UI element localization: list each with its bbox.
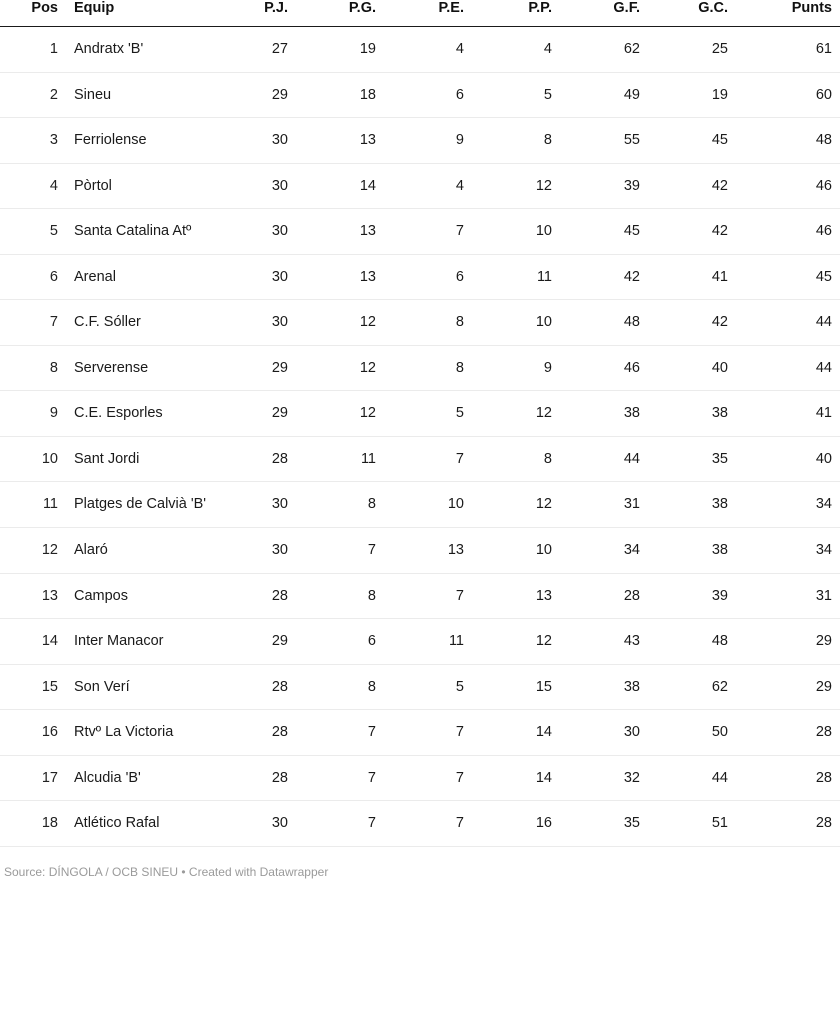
table-row xyxy=(0,254,840,300)
cell-stat: 13 xyxy=(359,268,376,285)
cell-stat: 29 xyxy=(271,359,288,376)
cell-stat: 13 xyxy=(535,587,552,604)
cell-stat: 29 xyxy=(271,86,288,103)
cell-team-name: Andratx 'B' xyxy=(74,41,144,57)
cell-points: 44 xyxy=(815,359,832,376)
table-row xyxy=(0,345,840,391)
cell-stat: 14 xyxy=(359,177,376,194)
cell-stat: 7 xyxy=(455,769,464,786)
table-row xyxy=(0,27,840,73)
cell-points: 29 xyxy=(815,633,832,650)
cell-points: 29 xyxy=(815,678,832,695)
cell-position: 8 xyxy=(49,359,58,376)
cell-team-name: Arenal xyxy=(74,268,116,285)
cell-position: 14 xyxy=(41,633,58,650)
cell-stat: 11 xyxy=(360,450,376,467)
table-row xyxy=(0,528,840,574)
cell-team-name: Son Verí xyxy=(74,678,130,695)
cell-team-name: Alcudia 'B' xyxy=(74,769,141,786)
cell-stat: 45 xyxy=(623,223,640,240)
cell-points: 41 xyxy=(815,405,832,422)
cell-stat: 7 xyxy=(455,223,464,240)
cell-stat: 7 xyxy=(367,815,376,832)
cell-position: 16 xyxy=(41,724,58,741)
cell-points: 61 xyxy=(815,41,832,57)
cell-points: 60 xyxy=(815,86,832,103)
cell-stat: 7 xyxy=(367,769,376,786)
cell-stat: 42 xyxy=(711,314,728,331)
column-header-gc: G.C. xyxy=(698,0,728,16)
column-header-equip: Equip xyxy=(74,0,115,16)
cell-position: 7 xyxy=(49,314,58,331)
table-row xyxy=(0,300,840,346)
cell-stat: 8 xyxy=(543,450,552,467)
cell-stat: 30 xyxy=(271,314,288,331)
cell-stat: 31 xyxy=(623,496,640,513)
table-row xyxy=(0,801,840,847)
cell-stat: 62 xyxy=(623,41,640,57)
cell-stat: 14 xyxy=(535,724,552,741)
cell-team-name: Campos xyxy=(74,587,128,604)
cell-team-name: Platges de Calvià 'B' xyxy=(74,496,207,513)
table-row xyxy=(0,209,840,255)
table-row xyxy=(0,755,840,801)
cell-position: 6 xyxy=(49,268,58,285)
cell-stat: 43 xyxy=(623,633,640,650)
cell-stat: 35 xyxy=(623,815,640,832)
table-row xyxy=(0,72,840,118)
cell-points: 31 xyxy=(815,587,832,604)
cell-points: 34 xyxy=(815,542,832,559)
cell-stat: 5 xyxy=(543,86,552,103)
cell-stat: 32 xyxy=(623,769,640,786)
cell-stat: 5 xyxy=(455,678,464,695)
cell-stat: 11 xyxy=(448,633,464,650)
cell-stat: 41 xyxy=(711,268,728,285)
cell-position: 10 xyxy=(41,450,58,467)
cell-stat: 10 xyxy=(447,496,464,513)
cell-stat: 48 xyxy=(711,633,728,650)
cell-stat: 5 xyxy=(455,405,464,422)
table-row xyxy=(0,391,840,437)
table-body xyxy=(0,27,840,847)
cell-stat: 30 xyxy=(623,724,640,741)
cell-points: 45 xyxy=(815,268,832,285)
table-row xyxy=(0,664,840,710)
cell-position: 13 xyxy=(41,587,58,604)
cell-stat: 30 xyxy=(271,815,288,832)
cell-stat: 19 xyxy=(359,41,376,57)
cell-team-name: Pòrtol xyxy=(74,177,112,194)
table-header-row xyxy=(0,0,840,27)
cell-stat: 16 xyxy=(535,815,552,832)
cell-stat: 13 xyxy=(359,132,376,149)
column-header-pj: P.J. xyxy=(264,0,288,16)
cell-stat: 10 xyxy=(535,314,552,331)
cell-stat: 14 xyxy=(535,769,552,786)
cell-stat: 12 xyxy=(359,314,376,331)
cell-stat: 6 xyxy=(455,86,464,103)
cell-stat: 42 xyxy=(711,177,728,194)
cell-stat: 28 xyxy=(271,587,288,604)
cell-points: 46 xyxy=(815,177,832,194)
cell-team-name: Inter Manacor xyxy=(74,633,164,650)
cell-stat: 46 xyxy=(623,359,640,376)
cell-points: 46 xyxy=(815,223,832,240)
cell-stat: 27 xyxy=(271,41,288,57)
column-header-pg: P.G. xyxy=(348,0,376,16)
cell-stat: 28 xyxy=(271,450,288,467)
cell-stat: 7 xyxy=(367,724,376,741)
cell-stat: 44 xyxy=(711,769,728,786)
cell-stat: 8 xyxy=(367,587,376,604)
cell-stat: 30 xyxy=(271,496,288,513)
cell-stat: 13 xyxy=(447,542,464,559)
cell-stat: 38 xyxy=(623,678,640,695)
cell-stat: 30 xyxy=(271,132,288,149)
cell-stat: 28 xyxy=(271,678,288,695)
cell-position: 18 xyxy=(41,815,58,832)
cell-stat: 42 xyxy=(711,223,728,240)
cell-stat: 29 xyxy=(271,633,288,650)
cell-stat: 12 xyxy=(359,359,376,376)
cell-stat: 9 xyxy=(455,132,464,149)
cell-team-name: Sineu xyxy=(74,86,112,103)
column-header-pos: Pos xyxy=(31,0,58,16)
cell-stat: 6 xyxy=(367,633,376,650)
cell-stat: 39 xyxy=(623,177,640,194)
cell-stat: 62 xyxy=(711,678,728,695)
cell-stat: 30 xyxy=(271,268,288,285)
cell-stat: 18 xyxy=(359,86,376,103)
cell-stat: 28 xyxy=(271,769,288,786)
cell-stat: 39 xyxy=(711,587,728,604)
cell-stat: 51 xyxy=(711,815,728,832)
cell-stat: 13 xyxy=(359,223,376,240)
cell-stat: 8 xyxy=(455,359,464,376)
column-header-pe: P.E. xyxy=(438,0,464,16)
cell-stat: 12 xyxy=(535,405,552,422)
cell-stat: 4 xyxy=(543,41,552,57)
cell-position: 9 xyxy=(49,405,58,422)
table-row xyxy=(0,163,840,209)
cell-stat: 28 xyxy=(623,587,640,604)
cell-stat: 6 xyxy=(455,268,464,285)
cell-stat: 4 xyxy=(455,41,464,57)
cell-points: 44 xyxy=(815,314,832,331)
cell-team-name: Rtvº La Victoria xyxy=(74,724,174,741)
cell-stat: 25 xyxy=(711,41,728,57)
cell-stat: 15 xyxy=(535,678,552,695)
cell-stat: 10 xyxy=(535,223,552,240)
table-row xyxy=(0,118,840,164)
cell-team-name: Serverense xyxy=(74,359,149,376)
column-header-pp: P.P. xyxy=(528,0,552,16)
cell-stat: 11 xyxy=(536,268,552,285)
cell-points: 28 xyxy=(815,724,832,741)
cell-team-name: C.E. Esporles xyxy=(74,405,163,422)
cell-position: 5 xyxy=(49,223,58,240)
column-header-gf: G.F. xyxy=(613,0,640,16)
cell-team-name: C.F. Sóller xyxy=(74,314,141,331)
cell-stat: 8 xyxy=(455,314,464,331)
cell-stat: 12 xyxy=(535,177,552,194)
cell-stat: 7 xyxy=(455,587,464,604)
column-header-punts: Punts xyxy=(791,0,832,16)
cell-stat: 10 xyxy=(535,542,552,559)
cell-stat: 7 xyxy=(455,724,464,741)
cell-position: 12 xyxy=(41,542,58,559)
cell-stat: 12 xyxy=(535,496,552,513)
cell-stat: 8 xyxy=(367,678,376,695)
cell-team-name: Alaró xyxy=(74,542,108,559)
cell-stat: 7 xyxy=(455,815,464,832)
cell-stat: 12 xyxy=(359,405,376,422)
cell-position: 4 xyxy=(49,177,58,194)
cell-stat: 29 xyxy=(271,405,288,422)
cell-points: 28 xyxy=(815,815,832,832)
cell-stat: 55 xyxy=(623,132,640,149)
cell-points: 34 xyxy=(815,496,832,513)
table-header xyxy=(0,0,840,27)
cell-team-name: Ferriolense xyxy=(74,132,147,149)
table-row xyxy=(0,573,840,619)
cell-position: 1 xyxy=(49,41,58,57)
table-row xyxy=(0,436,840,482)
cell-stat: 38 xyxy=(623,405,640,422)
cell-stat: 8 xyxy=(367,496,376,513)
cell-team-name: Santa Catalina Atº xyxy=(74,223,192,240)
cell-points: 28 xyxy=(815,769,832,786)
cell-stat: 8 xyxy=(543,132,552,149)
cell-stat: 38 xyxy=(711,405,728,422)
cell-stat: 42 xyxy=(623,268,640,285)
cell-stat: 7 xyxy=(367,542,376,559)
cell-stat: 12 xyxy=(535,633,552,650)
cell-stat: 50 xyxy=(711,724,728,741)
cell-stat: 30 xyxy=(271,177,288,194)
cell-position: 17 xyxy=(41,769,58,786)
cell-stat: 7 xyxy=(455,450,464,467)
cell-stat: 28 xyxy=(271,724,288,741)
cell-points: 40 xyxy=(815,450,832,467)
table-row xyxy=(0,710,840,756)
cell-stat: 30 xyxy=(271,542,288,559)
cell-stat: 38 xyxy=(711,542,728,559)
cell-position: 15 xyxy=(41,678,58,695)
cell-position: 3 xyxy=(49,132,58,149)
cell-team-name: Atlético Rafal xyxy=(74,815,160,832)
cell-stat: 19 xyxy=(711,86,728,103)
cell-stat: 45 xyxy=(711,132,728,149)
cell-stat: 4 xyxy=(455,177,464,194)
cell-stat: 49 xyxy=(623,86,640,103)
cell-position: 11 xyxy=(42,496,58,513)
cell-stat: 34 xyxy=(623,542,640,559)
cell-points: 48 xyxy=(815,132,832,149)
table-row xyxy=(0,619,840,665)
table-row xyxy=(0,482,840,528)
cell-team-name: Sant Jordi xyxy=(74,450,140,467)
cell-stat: 40 xyxy=(711,359,728,376)
cell-stat: 35 xyxy=(711,450,728,467)
cell-position: 2 xyxy=(49,86,58,103)
cell-stat: 44 xyxy=(623,450,640,467)
cell-stat: 48 xyxy=(623,314,640,331)
source-note: Source: DÍNGOLA / OCB SINEU • Created with Datawrapper xyxy=(4,864,329,879)
cell-stat: 30 xyxy=(271,223,288,240)
cell-stat: 38 xyxy=(711,496,728,513)
cell-stat: 9 xyxy=(543,359,552,376)
